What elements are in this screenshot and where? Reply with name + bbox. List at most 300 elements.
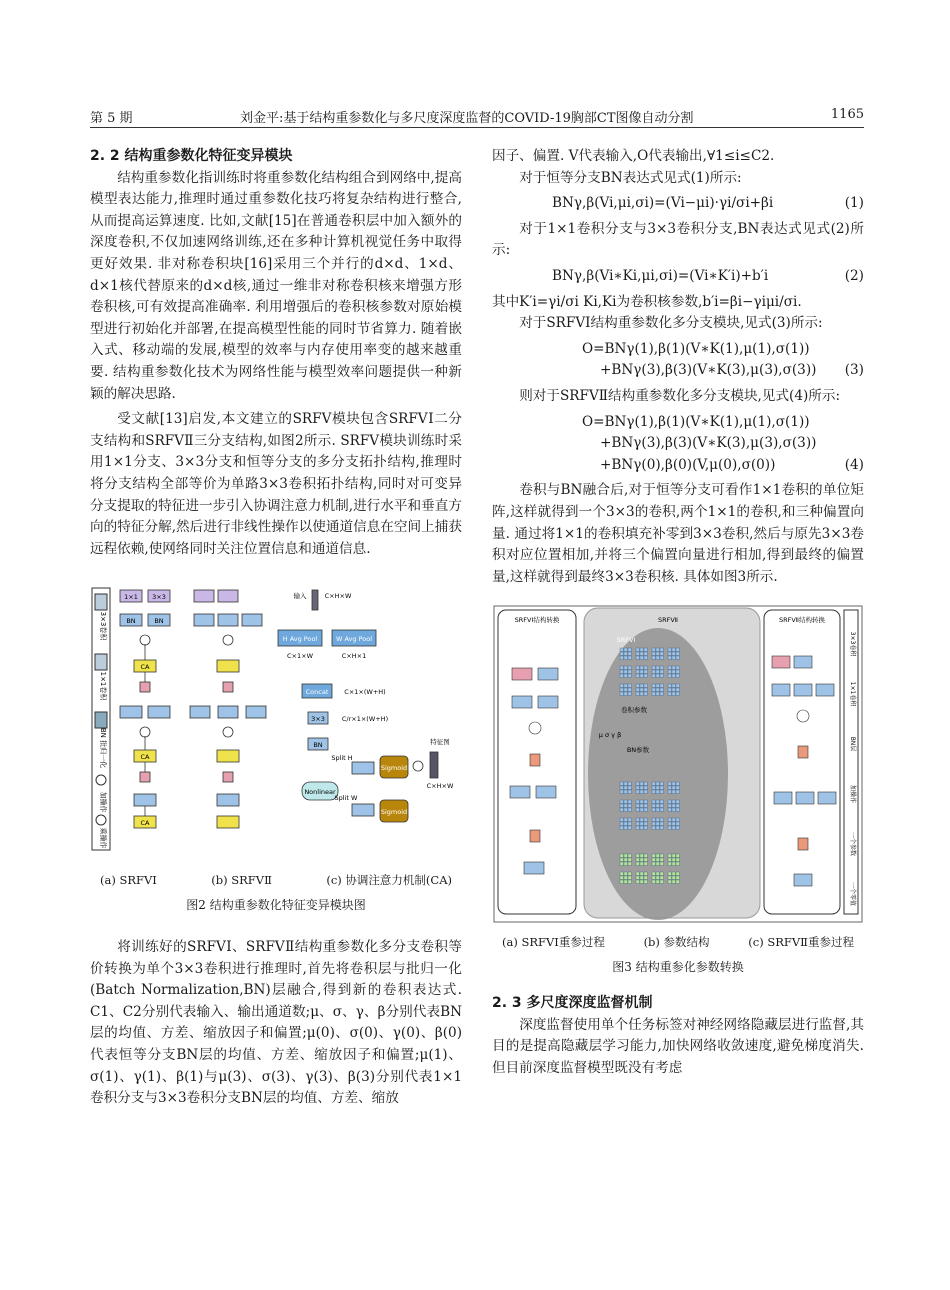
parameter-cell [652, 790, 656, 794]
parameter-cell [652, 880, 656, 884]
ca: CA [140, 753, 150, 762]
figure-3-caption: 图3 结构重参化参数转换 [612, 960, 744, 975]
paragraph: 深度监督使用单个任务标签对神经网络隐藏层进行监督,其目的是提高隐藏层学习能力,加快网络收敛速度,避免梯度消失. 但目前深度监督模型既没有考虑 [492, 1016, 864, 1076]
parameter-cell [640, 684, 644, 688]
equation-4-number: (4) [844, 456, 864, 473]
ca: CA [140, 663, 150, 672]
parameter-cell [676, 822, 680, 826]
parameter-cell [660, 804, 664, 808]
parameter-cell [668, 862, 672, 866]
right-column [492, 146, 864, 1079]
split-w: Split W [334, 794, 358, 803]
header-issue: 第 5 期 [90, 111, 133, 126]
parameter-cell [676, 858, 680, 862]
parameter-cell [628, 872, 632, 876]
parameter-cell [672, 652, 676, 656]
parameter-cell [668, 692, 672, 696]
figure-2-caption: 图2 结构重参数化特征变异模块图 [186, 898, 366, 913]
parameter-cell [644, 688, 648, 692]
parameter-cell [620, 684, 624, 688]
equation-3-line2: +BNγ(3),β(3)(V∗K(3),μ(3),σ(3)) [600, 362, 817, 379]
parameter-cell [660, 826, 664, 830]
paragraph: 结构重参数化指训练时将重参数化结构组合到网络中,提高模型表达能力,推理时通过重参数化技巧将复杂结构进行整合,从而提高运算速度. 比如,文献[15]在普通卷积层中加入额外的深度卷积,不仅加速网络训练,还在多种计算机视觉任务中取得更好效果. 非对称卷积块[16]采用三个并行的d×d、1×d、d×1核代替原来的d×d核,通过一维非对称卷积核来增强方形卷积核,可有效提高准确率. 利用增强后的卷积核参数对原始模型进行初始化并部署,在提高模型性能的同时节省算力. 随着嵌入式、移动端的发展,模型的效率与内存使用率变的越来越重要. 结构重参数化技术为网络性能与模型效率问题提供一种新颖的解决思路. [90, 169, 462, 402]
parameter-cell [636, 876, 640, 880]
parameter-cell [640, 656, 644, 660]
parameter-cell [676, 684, 680, 688]
parameter-cell [620, 808, 624, 812]
fig3-t2: SRFVⅡ [657, 616, 679, 625]
parameter-cell [624, 804, 628, 808]
parameter-cell [620, 862, 624, 866]
parameter-cell [644, 790, 648, 794]
parameter-cell [668, 648, 672, 652]
equation-2-body: BNγ,β(Vi∗Ki,μi,σi)=(Vi∗K′i)+b′i [552, 267, 769, 284]
parameter-cell [628, 808, 632, 812]
parameter-cell [672, 818, 676, 822]
parameter-cell [660, 808, 664, 812]
parameter-cell [628, 876, 632, 880]
parameter-cell [644, 786, 648, 790]
parameter-cell [636, 872, 640, 876]
parameter-cell [668, 808, 672, 812]
parameter-cell [624, 782, 628, 786]
parameter-cell [656, 858, 660, 862]
running-header [90, 105, 864, 128]
parameter-cell [640, 692, 644, 696]
parameter-cell [644, 648, 648, 652]
figure-2-diagram [90, 582, 462, 862]
parameter-cell [672, 684, 676, 688]
parameter-cell [668, 804, 672, 808]
paragraph: 对于恒等分支BN表达式见式(1)所示: [519, 169, 742, 186]
parameter-cell [676, 648, 680, 652]
parameter-cell [624, 670, 628, 674]
parameter-cell [636, 666, 640, 670]
parameter-cell [676, 782, 680, 786]
equation-1-body: BNγ,β(Vi,μi,σi)=(Vi−μi)·γi/σi+βi [552, 195, 774, 212]
parameter-cell [644, 872, 648, 876]
parameter-cell [656, 808, 660, 812]
parameter-cell [640, 862, 644, 866]
parameter-cell [620, 804, 624, 808]
parameter-cell [624, 876, 628, 880]
fig2-sub-c: (c) 协调注意力机制(CA) [326, 872, 452, 887]
parameter-cell [676, 872, 680, 876]
parameter-cell [660, 688, 664, 692]
parameter-cell [672, 666, 676, 670]
paragraph: 受文献[13]启发,本文建立的SRFV模块包含SRFVⅠ二分支结构和SRFVⅡ三分支结构,如图2所示. SRFV模块训练时采用1×1分支、3×3分支和恒等分支的多分支拓扑结构,推理时将分支结构全部等价为单路3×3卷积拓扑结构,同时对可变异分支提取的特征进一步引入协调注意力机制,进行水平和垂直方向的特征分解,然后进行非线性操作以使通道信息在空间上捕获远程依赖,使网络同时关注位置信息和通道信息. [90, 411, 462, 557]
parameter-cell [652, 822, 656, 826]
parameter-cell [640, 822, 644, 826]
parameter-cell [628, 858, 632, 862]
parameter-cell [660, 684, 664, 688]
parameter-cell [636, 692, 640, 696]
parameter-cell [660, 800, 664, 804]
paragraph: 卷积与BN融合后,对于恒等分支可看作1×1卷积的单位矩阵,这样就得到一个3×3的卷积,两个1×1的卷积,和三种偏置向量. 通过将1×1的卷积填充补零到3×3卷积,然后与原先3×3卷积对应位置相加,并将三个偏置向量进行相加,得到最终的偏置量,这样就得到最终3×3卷积核. 具体如图3所示. [492, 482, 864, 585]
nonlinear: Nonlinear [304, 788, 336, 797]
equation-2-number: (2) [844, 267, 864, 284]
parameter-cell [628, 804, 632, 808]
parameter-cell [640, 854, 644, 858]
parameter-cell [628, 822, 632, 826]
parameter-cell [624, 818, 628, 822]
parameter-cell [652, 786, 656, 790]
parameter-cell [644, 822, 648, 826]
legend-bn: BN 批归一化 [99, 728, 107, 769]
parameter-cell [668, 786, 672, 790]
parameter-cell [640, 804, 644, 808]
parameter-cell [628, 782, 632, 786]
parameter-cell [672, 670, 676, 674]
parameter-cell [644, 862, 648, 866]
parameter-cell [628, 666, 632, 670]
parameter-cell [656, 818, 660, 822]
parameter-cell [620, 656, 624, 660]
parameter-cell [676, 826, 680, 830]
parameter-cell [656, 862, 660, 866]
sigmoid: Sigmoid [380, 764, 408, 773]
parameter-cell [620, 786, 624, 790]
parameter-cell [628, 656, 632, 660]
parameter-cell [672, 876, 676, 880]
parameter-cell [672, 648, 676, 652]
parameter-cell [660, 880, 664, 884]
parameter-cell [644, 692, 648, 696]
equation-1 [492, 193, 864, 215]
parameter-cell [640, 688, 644, 692]
parameter-cell [644, 818, 648, 822]
parameter-cell [676, 862, 680, 866]
parameter-cell [660, 782, 664, 786]
equation-4-line2: +BNγ(3),β(3)(V∗K(3),μ(3),σ(3)) [600, 435, 817, 452]
legend-1x1: 1×1卷积 [99, 671, 107, 701]
parameter-cell [652, 782, 656, 786]
parameter-cell [636, 674, 640, 678]
fig2-sub-b: (b) SRFVⅡ [211, 872, 272, 887]
parameter-cell [636, 818, 640, 822]
bn: BN [126, 617, 136, 626]
parameter-cell [672, 800, 676, 804]
parameter-cell [656, 648, 660, 652]
parameter-cell [640, 876, 644, 880]
parameter-cell [620, 826, 624, 830]
parameter-cell [672, 808, 676, 812]
parameter-cell [672, 656, 676, 660]
parameter-cell [640, 808, 644, 812]
parameter-cell [652, 804, 656, 808]
parameter-cell [676, 790, 680, 794]
parameter-cell [660, 854, 664, 858]
parameter-cell [660, 648, 664, 652]
parameter-cell [640, 782, 644, 786]
concat: Concat [305, 688, 329, 697]
feature-map: 特征图 [430, 738, 450, 747]
parameter-cell [672, 688, 676, 692]
parameter-cell [660, 818, 664, 822]
ca-chw: C×H×W [324, 592, 352, 601]
header-title: 刘金平:基于结构重参数化与多尺度深度监督的COVID-19胸部CT图像自动分割 [240, 111, 694, 126]
parameter-cell [624, 808, 628, 812]
paragraph: 对于SRFVⅠ结构重参数化多分支模块,见式(3)所示: [519, 315, 823, 332]
parameter-cell [676, 800, 680, 804]
parameter-cell [668, 800, 672, 804]
parameter-cell [668, 858, 672, 862]
parameter-cell [672, 854, 676, 858]
parameter-cell [636, 782, 640, 786]
parameter-cell [660, 670, 664, 674]
parameter-cell [652, 648, 656, 652]
parameter-cell [676, 688, 680, 692]
figure-2 [90, 582, 462, 917]
parameter-cell [668, 818, 672, 822]
parameter-cell [624, 880, 628, 884]
parameter-cell [620, 670, 624, 674]
parameter-cell [676, 656, 680, 660]
section-2-2-heading: 2. 2 结构重参数化特征变异模块 [90, 148, 293, 164]
fig3-legend-add: 加操作 [849, 785, 856, 804]
parameter-cell [668, 652, 672, 656]
parameter-cell [652, 666, 656, 670]
parameter-cell [660, 674, 664, 678]
fig3-mugb: μ σ γ β [598, 731, 622, 740]
parameter-cell [624, 854, 628, 858]
parameter-cell [624, 666, 628, 670]
parameter-cell [624, 688, 628, 692]
parameter-cell [644, 826, 648, 830]
parameter-cell [620, 872, 624, 876]
fig3-sub-a: (a) SRFVⅠ重参过程 [502, 934, 605, 949]
fig3-legend-param: 一个参数 [849, 832, 856, 857]
parameter-cell [628, 826, 632, 830]
parameter-cell [620, 876, 624, 880]
parameter-cell [624, 790, 628, 794]
parameter-cell [636, 790, 640, 794]
parameter-cell [640, 786, 644, 790]
paragraph: 因子、偏置. V代表输入,O代表输出,∀1≤i≤C2. [492, 148, 775, 164]
parameter-cell [668, 670, 672, 674]
parameter-cell [640, 800, 644, 804]
parameter-cell [640, 826, 644, 830]
parameter-cell [660, 790, 664, 794]
parameter-cell [628, 862, 632, 866]
parameter-cell [656, 872, 660, 876]
parameter-cell [672, 826, 676, 830]
parameter-cell [628, 652, 632, 656]
parameter-cell [624, 822, 628, 826]
parameter-cell [640, 880, 644, 884]
parameter-cell [636, 688, 640, 692]
parameter-cell [620, 858, 624, 862]
parameter-cell [660, 652, 664, 656]
parameter-cell [656, 652, 660, 656]
parameter-cell [644, 670, 648, 674]
parameter-cell [668, 854, 672, 858]
parameter-cell [676, 818, 680, 822]
parameter-cell [640, 674, 644, 678]
parameter-cell [656, 670, 660, 674]
parameter-cell [640, 648, 644, 652]
parameter-cell [624, 648, 628, 652]
parameter-cell [628, 674, 632, 678]
parameter-cell [676, 804, 680, 808]
parameter-cell [640, 858, 644, 862]
parameter-cell [628, 790, 632, 794]
paragraph: 其中K′i=γi/σi Ki,Ki为卷积核参数,b′i=βi−γiμi/σi. [492, 293, 802, 310]
parameter-cell [620, 688, 624, 692]
parameter-cell [644, 684, 648, 688]
legend-mul: 乘操作 [99, 827, 107, 849]
parameter-cell [636, 854, 640, 858]
parameter-cell [652, 670, 656, 674]
parameter-cell [656, 674, 660, 678]
parameter-cell [620, 692, 624, 696]
parameter-cell [672, 862, 676, 866]
parameter-cell [676, 652, 680, 656]
parameter-cell [620, 854, 624, 858]
parameter-cell [620, 818, 624, 822]
parameter-cell [656, 800, 660, 804]
parameter-cell [624, 800, 628, 804]
header-page: 1165 [830, 107, 864, 122]
parameter-cell [676, 692, 680, 696]
parameter-cell [672, 872, 676, 876]
parameter-cell [652, 872, 656, 876]
parameter-cell [624, 858, 628, 862]
parameter-cell [636, 656, 640, 660]
parameter-cell [672, 786, 676, 790]
section-2-3-heading: 2. 3 多尺度深度监督机制 [492, 995, 653, 1012]
parameter-cell [652, 684, 656, 688]
parameter-cell [668, 826, 672, 830]
legend-add: 加操作 [99, 791, 107, 813]
parameter-cell [668, 822, 672, 826]
parameter-cell [624, 872, 628, 876]
equation-3-number: (3) [844, 362, 864, 379]
parameter-cell [656, 684, 660, 688]
parameter-cell [644, 808, 648, 812]
parameter-cell [636, 652, 640, 656]
left-column [90, 146, 462, 1110]
equation-3 [492, 339, 864, 382]
h-avg-pool: H Avg Pool [282, 635, 318, 644]
parameter-cell [636, 862, 640, 866]
k33: 3×3 [152, 593, 166, 602]
parameter-cell [620, 666, 624, 670]
parameter-cell [656, 666, 660, 670]
parameter-cell [652, 826, 656, 830]
parameter-cell [652, 862, 656, 866]
parameter-cell [624, 826, 628, 830]
parameter-cell [628, 670, 632, 674]
equation-3-line1: O=BNγ(1),β(1)(V∗K(1),μ(1),σ(1)) [582, 340, 810, 357]
parameter-cell [652, 808, 656, 812]
parameter-cell [672, 804, 676, 808]
bn: BN [154, 617, 164, 626]
parameter-cell [640, 666, 644, 670]
fig3-bnp: BN参数 [626, 746, 650, 755]
parameter-cell [676, 808, 680, 812]
parameter-cell [668, 790, 672, 794]
split-h: Split H [331, 754, 353, 763]
parameter-cell [628, 800, 632, 804]
parameter-cell [672, 674, 676, 678]
fig3-t3: SRFVⅡ结构转换 [778, 616, 826, 625]
parameter-cell [652, 692, 656, 696]
parameter-cell [628, 818, 632, 822]
parameter-cell [620, 648, 624, 652]
fig3-t1: SRFVⅠ结构转换 [514, 616, 560, 625]
parameter-cell [652, 652, 656, 656]
parameter-cell [676, 666, 680, 670]
equation-4-line1: O=BNγ(1),β(1)(V∗K(1),μ(1),σ(1)) [582, 413, 810, 430]
fig2-sub-a: (a) SRFVⅠ [100, 872, 157, 887]
fig3-kp: 卷积参数 [621, 706, 647, 715]
parameter-cell [624, 692, 628, 696]
parameter-cell [660, 666, 664, 670]
parameter-cell [636, 880, 640, 884]
parameter-cell [660, 822, 664, 826]
parameter-cell [628, 692, 632, 696]
parameter-cell [628, 648, 632, 652]
parameter-cell [660, 786, 664, 790]
parameter-cell [668, 666, 672, 670]
w-avg-pool: W Avg Pool [335, 635, 373, 644]
parameter-cell [652, 858, 656, 862]
parameter-cell [644, 666, 648, 670]
parameter-cell [636, 822, 640, 826]
parameter-cell [644, 854, 648, 858]
parameter-cell [636, 670, 640, 674]
parameter-cell [660, 858, 664, 862]
parameter-cell [676, 670, 680, 674]
parameter-cell [636, 684, 640, 688]
parameter-cell [652, 818, 656, 822]
bn: BN [313, 741, 323, 750]
parameter-cell [656, 688, 660, 692]
parameter-cell [656, 656, 660, 660]
paragraph: 则对于SRFVⅡ结构重参数化多分支模块,见式(4)所示: [519, 387, 841, 404]
parameter-cell [668, 880, 672, 884]
fig3-legend-zero: 一个零值 [849, 882, 856, 907]
parameter-cell [656, 790, 660, 794]
parameter-cell [668, 872, 672, 876]
k33: 3×3 [311, 715, 325, 724]
fig3-legend-3x3: 3×3卷积 [849, 631, 856, 657]
parameter-cell [624, 652, 628, 656]
parameter-cell [656, 876, 660, 880]
parameter-cell [636, 826, 640, 830]
parameter-cell [636, 804, 640, 808]
parameter-cell [672, 692, 676, 696]
parameter-cell [656, 822, 660, 826]
parameter-cell [644, 652, 648, 656]
parameter-cell [624, 674, 628, 678]
parameter-cell [636, 808, 640, 812]
parameter-cell [656, 826, 660, 830]
parameter-cell [656, 804, 660, 808]
fig3-sub-c: (c) SRFVⅡ重参过程 [748, 934, 854, 949]
parameter-cell [652, 876, 656, 880]
parameter-cell [660, 872, 664, 876]
parameter-cell [652, 656, 656, 660]
parameter-cell [644, 876, 648, 880]
parameter-cell [676, 674, 680, 678]
figure-2-subcaptions [90, 870, 462, 892]
parameter-cell [644, 880, 648, 884]
parameter-cell [628, 880, 632, 884]
ca: CA [140, 819, 150, 828]
ca-input: 输入 [293, 592, 307, 601]
